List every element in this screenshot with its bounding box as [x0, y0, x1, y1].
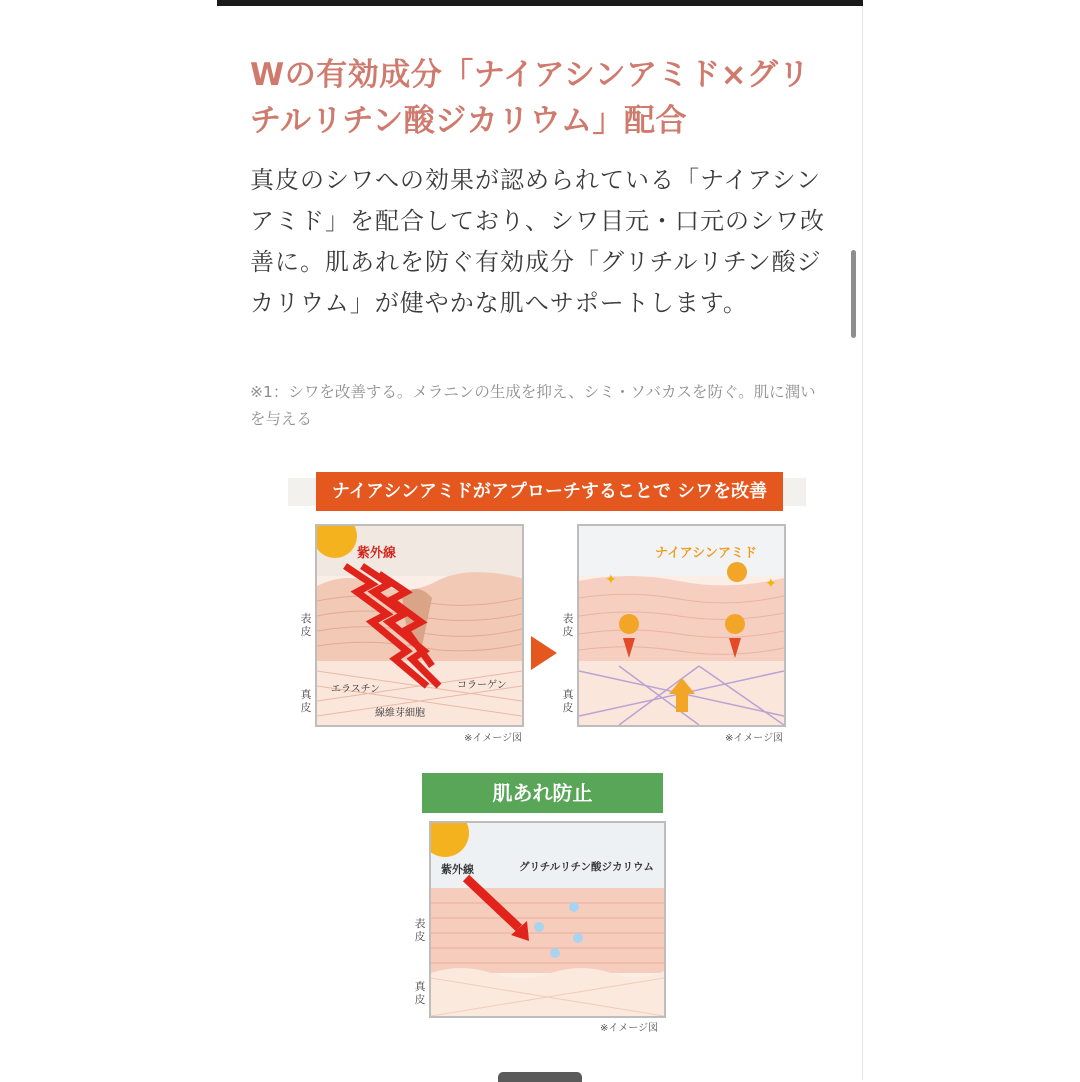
uv-label: 紫外線: [357, 546, 397, 561]
ingredient-particle-icon: [569, 902, 579, 912]
niacinamide-label: ナイアシンアミド: [655, 546, 757, 561]
epidermis-label: 表皮: [414, 917, 426, 943]
image-caption: ※イメージ図: [464, 733, 523, 744]
wrinkle-before-panel: [315, 524, 524, 727]
uv-label: 紫外線: [441, 863, 474, 876]
epidermis-label: 表皮: [300, 612, 312, 638]
arrow-right-icon: [531, 636, 557, 670]
page-indicator[interactable]: [498, 1072, 582, 1082]
elastin-label: エラスチン: [331, 684, 380, 695]
top-bar: [217, 0, 863, 6]
section-heading: Wの有効成分「ナイアシンアミド×グリチルリチン酸ジカリウム」配合: [250, 57, 811, 139]
niacinamide-banner: ナイアシンアミドがアプローチすることで シワを改善: [316, 472, 783, 511]
dermis-label: 真皮: [414, 980, 426, 1006]
skin-damage-illustration: [317, 526, 522, 725]
svg-text:✦: ✦: [765, 576, 777, 592]
ingredient-label: グリチルリチン酸ジカリウム: [519, 861, 654, 873]
image-caption: ※イメージ図: [725, 733, 784, 744]
scrollbar-thumb[interactable]: [851, 250, 856, 338]
wrinkle-after-panel: [577, 524, 786, 727]
skin-protection-banner: 肌あれ防止: [422, 773, 663, 813]
section-body-text: 真皮のシワへの効果が認められている「ナイアシンアミド」を配合しており、シワ目元・口元のシワ改善に。肌あれを防ぐ有効成分「グリチルリチン酸ジカリウム」が健やかな肌へサポートします。: [250, 166, 825, 317]
svg-text:✦: ✦: [605, 572, 617, 588]
niacinamide-particle-icon: [727, 562, 747, 582]
image-caption: ※イメージ図: [600, 1023, 659, 1034]
dermis-label: 真皮: [300, 688, 312, 714]
fibroblast-label: 線維芽細胞: [375, 708, 425, 719]
skin-protection-panel: [429, 821, 666, 1018]
collagen-label: コラーゲン: [457, 680, 507, 691]
epidermis-label: 表皮: [562, 612, 574, 638]
dermis-label: 真皮: [562, 688, 574, 714]
content-edge-divider: [862, 6, 863, 1080]
skin-protection-illustration: [431, 823, 664, 1016]
footnote: ※1：シワを改善する。メラニンの生成を抑え、シミ・ソバカスを防ぐ。肌に潤いを与える: [250, 383, 816, 428]
